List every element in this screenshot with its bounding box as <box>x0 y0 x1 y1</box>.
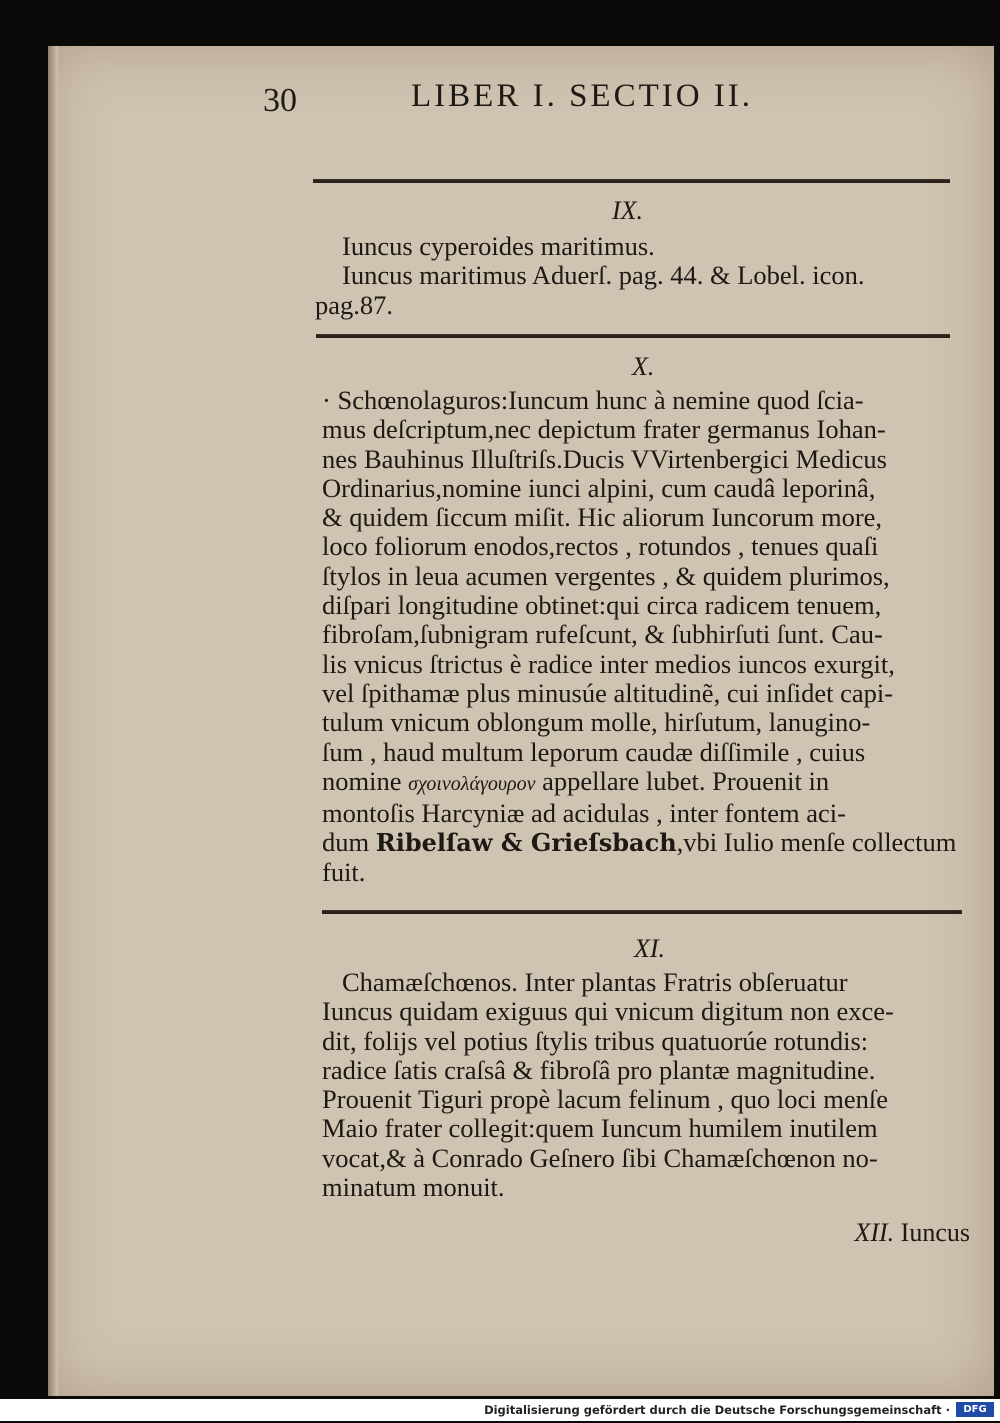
page-number: 30 <box>263 82 297 119</box>
text-line: fuit. <box>322 856 366 887</box>
text-line: lis vnicus ſtrictus è radice inter medios iuncos exurgit, <box>322 648 895 679</box>
text-line: mus deſcriptum,nec depictum frater germanus Iohan- <box>322 414 886 445</box>
section-numeral-xi: XI. <box>634 934 666 963</box>
text-line: pag.87. <box>315 289 394 320</box>
text-line: nes Bauhinus Illuſtriſs.Ducis VVirtenbergici Medicus <box>322 443 887 474</box>
text-line: loco foliorum enodos,rectos , rotundos , tenues quaſi <box>322 531 879 562</box>
page-gutter-shadow <box>48 46 58 1396</box>
text-line <box>322 767 962 799</box>
section-numeral-x: X. <box>632 352 655 381</box>
text-fragment: appellare lubet. Prouenit in <box>542 765 830 796</box>
text-line: & quidem ſiccum miſit. Hic aliorum Iuncorum more, <box>322 502 883 533</box>
text-line: Chamæſchœnos. Inter plantas Fratris obſeruatur <box>342 967 848 997</box>
text-line: ſtylos in leua acumen vergentes , & quidem plurimos, <box>322 560 890 591</box>
text-line: minatum monuit. <box>322 1172 505 1203</box>
fraktur-place-names: Ribelſaw & Grieſsbach <box>375 828 677 858</box>
text-fragment: nomine <box>322 765 402 796</box>
catchword <box>854 1218 970 1248</box>
text-line: Maio frater collegit:quem Iuncum humilem inutilem <box>322 1113 878 1144</box>
text-line: fibroſam,ſubnigram rufeſcunt, & ſubhirſuti ſunt. Cau- <box>322 619 883 650</box>
text-line: radice ſatis craſsâ & fibroſâ pro plantæ magnitudine. <box>322 1054 876 1085</box>
section-ix-text <box>315 231 952 320</box>
section-rule <box>316 334 950 338</box>
section-numeral-ix: IX. <box>612 196 644 225</box>
text-line: Ordinarius,nomine iunci alpini, cum caudâ leporinâ, <box>322 472 876 503</box>
text-line: Iuncus maritimus Aduerſ. pag. 44. & Lobel. icon. <box>342 260 865 291</box>
footer-credit: Digitalisierung gefördert durch die Deutsche Forschungsgemeinschaft · <box>484 1403 950 1417</box>
text-line: ſum , haud multum leporum caudæ diſſimile , cuius <box>322 736 866 767</box>
text-line: Iuncus quidam exiguus qui vnicum digitum non exce- <box>322 996 894 1027</box>
text-line: Prouenit Tiguri propè lacum felinum , quo loci menſe <box>322 1084 888 1115</box>
digitization-footer <box>0 1399 1000 1421</box>
greek-word: σχοινολάγουρον <box>408 772 536 795</box>
text-line: diſpari longitudine obtinet:qui circa radicem tenuem, <box>322 590 882 621</box>
header-rule <box>313 179 950 183</box>
catchword-word: Iuncus <box>900 1218 970 1247</box>
text-line: dit, folijs vel potius ſtylis tribus quatuorúe rotundis: <box>322 1025 869 1056</box>
section-xi-text <box>322 968 970 1202</box>
text-fragment: dum <box>322 827 370 858</box>
text-fragment: ,vbi Iulio menſe collectum <box>676 827 957 858</box>
section-x-text <box>322 386 962 887</box>
text-line: montoſis Harcyniæ ad acidulas , inter fontem aci- <box>322 798 846 829</box>
text-line: vel ſpithamæ plus minusúe altitudinẽ, cui inſidet capi- <box>322 677 894 708</box>
text-line <box>322 828 962 857</box>
text-line: · Schœnolaguros:Iuncum hunc à nemine quod ſcia- <box>322 385 864 415</box>
text-line: tulum vnicum oblongum molle, hirſutum, lanugino- <box>322 707 871 738</box>
catchword-numeral: XII. <box>854 1218 895 1247</box>
dfg-logo-icon: DFG <box>956 1402 994 1417</box>
text-line: vocat,& à Conrado Geſnero ſibi Chamæſchœnon no- <box>322 1142 878 1173</box>
running-head: LIBER I. SECTIO II. <box>411 78 754 114</box>
section-rule <box>322 910 962 914</box>
page-header <box>263 78 903 128</box>
text-line: Iuncus cyperoides maritimus. <box>342 231 655 261</box>
